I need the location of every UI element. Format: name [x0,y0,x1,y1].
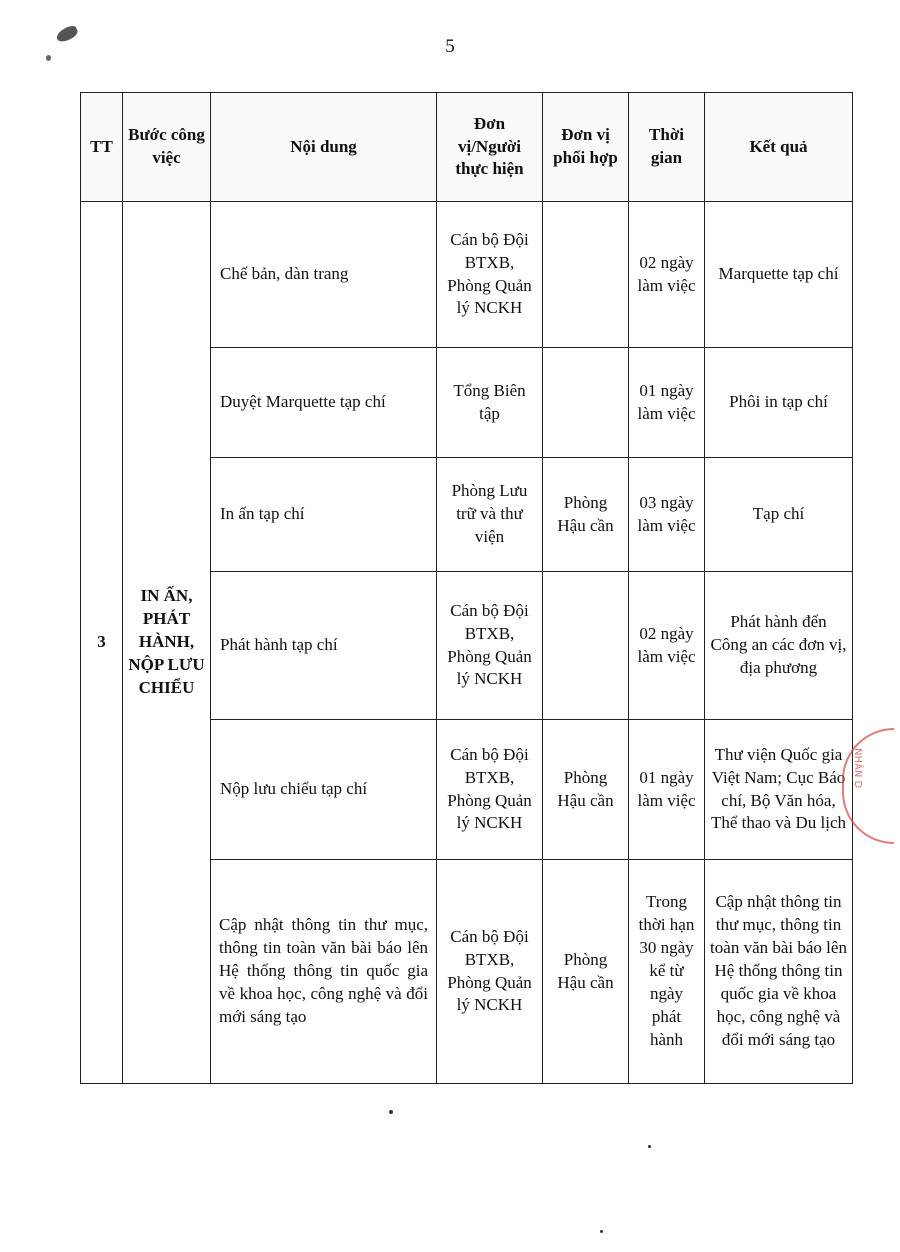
time-cell: 01 ngày làm việc [629,348,705,458]
result-cell: Phôi in tạp chí [705,348,853,458]
coordinate-cell: Phòng Hậu cần [543,720,629,860]
result-cell: Cập nhật thông tin thư mục, thông tin toàn văn bài báo lên Hệ thống thông tin quốc gia về khoa học, công nghệ và đổi mới sáng tạo [705,860,853,1084]
scan-speck [389,1110,393,1114]
unit-cell: Phòng Lưu trữ và thư viện [437,458,543,572]
work-steps-table [80,92,853,1084]
time-cell: 03 ngày làm việc [629,458,705,572]
time-cell: 01 ngày làm việc [629,720,705,860]
result-cell: Thư viện Quốc gia Việt Nam; Cục Báo chí, Bộ Văn hóa, Thể thao và Du lịch [705,720,853,860]
coordinate-cell [543,202,629,348]
unit-cell: Tổng Biên tập [437,348,543,458]
table-row [81,202,853,348]
table-header-row [81,93,853,202]
result-cell: Tạp chí [705,458,853,572]
header-result: Kết quả [705,93,853,202]
unit-cell: Cán bộ Đội BTXB, Phòng Quản lý NCKH [437,202,543,348]
content-cell: Duyệt Marquette tạp chí [211,348,437,458]
scan-speck [600,1230,603,1233]
header-unit: Đơn vị/Người thực hiện [437,93,543,202]
header-tt: TT [81,93,123,202]
seal-text: NHÂN D [852,748,863,789]
page-number: 5 [445,36,455,57]
content-cell: Nộp lưu chiểu tạp chí [211,720,437,860]
header-coordinate: Đơn vị phối hợp [543,93,629,202]
unit-cell: Cán bộ Đội BTXB, Phòng Quản lý NCKH [437,720,543,860]
tt-cell: 3 [81,202,123,1084]
header-step: Bước công việc [123,93,211,202]
content-cell: In ấn tạp chí [211,458,437,572]
content-cell: Chế bản, dàn trang [211,202,437,348]
content-cell: Phát hành tạp chí [211,572,437,720]
header-content: Nội dung [211,93,437,202]
coordinate-cell [543,348,629,458]
step-cell: IN ẤN, PHÁT HÀNH, NỘP LƯU CHIỂU [123,202,211,1084]
time-cell: 02 ngày làm việc [629,572,705,720]
coordinate-cell: Phòng Hậu cần [543,458,629,572]
coordinate-cell [543,572,629,720]
unit-cell: Cán bộ Đội BTXB, Phòng Quản lý NCKH [437,572,543,720]
time-cell: Trong thời hạn 30 ngày kể từ ngày phát hành [629,860,705,1084]
scan-speck [648,1145,651,1148]
coordinate-cell: Phòng Hậu cần [543,860,629,1084]
header-time: Thời gian [629,93,705,202]
result-cell: Marquette tạp chí [705,202,853,348]
time-cell: 02 ngày làm việc [629,202,705,348]
content-cell: Cập nhật thông tin thư mục, thông tin toàn văn bài báo lên Hệ thống thông tin quốc gia về khoa học, công nghệ và đổi mới sáng tạo [211,860,437,1084]
unit-cell: Cán bộ Đội BTXB, Phòng Quản lý NCKH [437,860,543,1084]
result-cell: Phát hành đến Công an các đơn vị, địa phương [705,572,853,720]
